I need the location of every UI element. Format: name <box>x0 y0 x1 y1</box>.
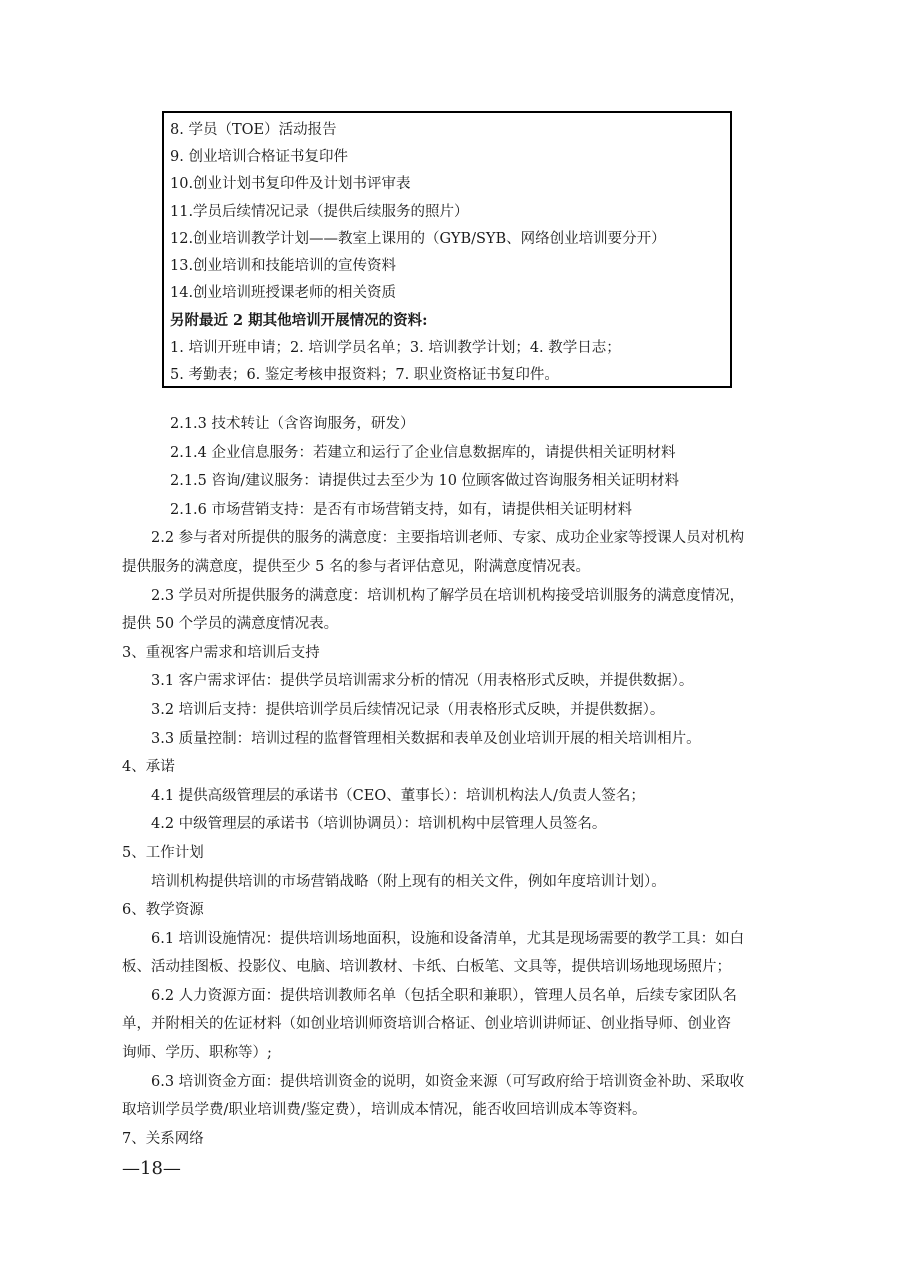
paragraph: 提供服务的满意度，提供至少 5 名的参与者评估意见，附满意度情况表。 <box>122 558 590 575</box>
paragraph: 3.1 客户需求评估：提供学员培训需求分析的情况（用表格形式反映，并提供数据）。 <box>151 673 694 690</box>
paragraph: 2.1.5 咨询/建议服务：请提供过去至少为 10 位顾客做过咨询服务相关证明材料 <box>170 473 680 490</box>
paragraph: 2.1.6 市场营销支持：是否有市场营销支持，如有，请提供相关证明材料 <box>170 501 633 518</box>
paragraph: 4.2 中级管理层的承诺书（培训协调员）：培训机构中层管理人员签名。 <box>151 816 607 833</box>
paragraph: 6.2 人力资源方面：提供培训教师名单（包括全职和兼职），管理人员名单，后续专家团队名 <box>151 987 737 1004</box>
body-text <box>122 410 802 1153</box>
section-heading: 6、教学资源 <box>122 902 204 919</box>
box-line: 9. 创业培训合格证书复印件 <box>170 149 348 166</box>
materials-box <box>162 111 732 388</box>
paragraph: 培训机构提供培训的市场营销战略（附上现有的相关文件，例如年度培训计划）。 <box>151 873 666 890</box>
paragraph: 2.3 学员对所提供服务的满意度：培训机构了解学员在培训机构接受培训服务的满意度情况， <box>151 587 745 604</box>
section-heading: 5、工作计划 <box>122 844 204 861</box>
paragraph: 4.1 提供高级管理层的承诺书（CEO、董事长）：培训机构法人/负责人签名； <box>151 787 645 804</box>
box-line: 12.创业培训教学计划——教室上课用的（GYB/SYB、网络创业培训要分开） <box>170 230 666 247</box>
box-bold-heading: 另附最近 2 期其他培训开展情况的资料: <box>170 312 428 330</box>
paragraph: 2.1.3 技术转让（含咨询服务，研发） <box>170 416 415 432</box>
box-line: 8. 学员（TOE）活动报告 <box>170 122 337 138</box>
paragraph: 3.2 培训后支持：提供培训学员后续情况记录（用表格形式反映，并提供数据）。 <box>151 701 665 718</box>
box-line: 13.创业培训和技能培训的宣传资料 <box>170 257 397 274</box>
paragraph: 3.3 质量控制：培训过程的监督管理相关数据和表单及创业培训开展的相关培训相片。 <box>151 730 701 747</box>
box-line: 10.创业计划书复印件及计划书评审表 <box>170 176 411 193</box>
box-line: 1. 培训开班申请；2. 培训学员名单；3. 培训教学计划；4. 教学日志； <box>170 339 621 356</box>
paragraph: 2.1.4 企业信息服务：若建立和运行了企业信息数据库的，请提供相关证明材料 <box>170 444 676 461</box>
paragraph: 6.3 培训资金方面：提供培训资金的说明，如资金来源（可写政府给于培训资金补助、采取收 <box>151 1073 745 1090</box>
page-number: —18— <box>122 1158 181 1179</box>
paragraph: 板、活动挂图板、投影仪、电脑、培训教材、卡纸、白板笔、文具等，提供培训场地现场照片； <box>122 959 731 976</box>
paragraph: 2.2 参与者对所提供的服务的满意度：主要指培训老师、专家、成功企业家等授课人员对机构 <box>151 530 745 547</box>
section-heading: 3、重视客户需求和培训后支持 <box>122 644 320 661</box>
paragraph: 6.1 培训设施情况：提供培训场地面积，设施和设备清单，尤其是现场需要的教学工具：如白 <box>151 930 745 947</box>
paragraph: 单，并附相关的佐证材料（如创业培训师资培训合格证、创业培训讲师证、创业指导师、创业咨 <box>122 1016 731 1033</box>
box-line: 5. 考勤表；6. 鉴定考核申报资料；7. 职业资格证书复印件。 <box>170 366 559 383</box>
box-line: 11.学员后续情况记录（提供后续服务的照片） <box>170 203 469 220</box>
paragraph: 取培训学员学费/职业培训费/鉴定费），培训成本情况，能否收回培训成本等资料。 <box>122 1102 647 1119</box>
section-heading: 7、关系网络 <box>122 1130 204 1147</box>
box-line: 14.创业培训班授课老师的相关资质 <box>170 285 397 302</box>
section-heading: 4、承诺 <box>122 759 175 776</box>
paragraph: 询师、学历、职称等）; <box>122 1045 272 1062</box>
paragraph: 提供 50 个学员的满意度情况表。 <box>122 616 339 633</box>
